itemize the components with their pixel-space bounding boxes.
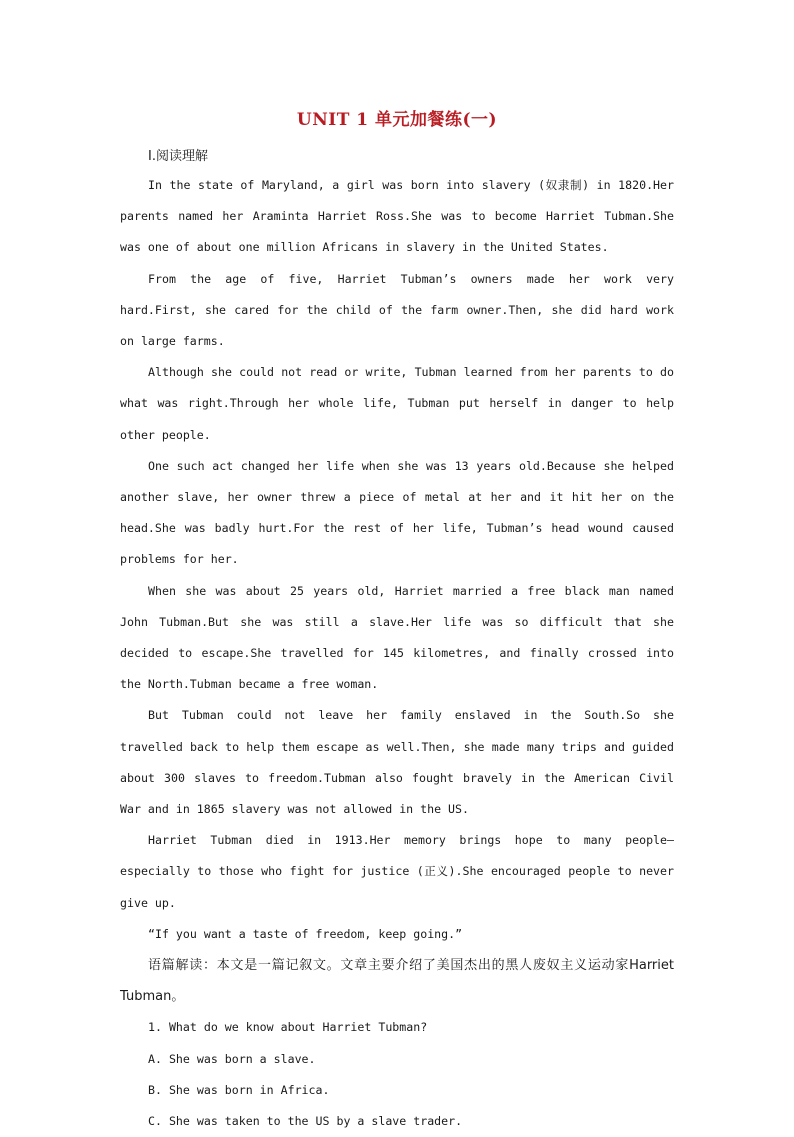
question-option-b: B. She was born in Africa. [148, 1082, 330, 1097]
document-body [120, 170, 674, 1137]
question-option-c: C. She was taken to the US by a slave trader. [148, 1114, 463, 1129]
passage-quote: “If you want a taste of freedom, keep going.” [148, 926, 463, 941]
question-stem: 1. What do we know about Harriet Tubman? [148, 1020, 428, 1035]
document-title: UNIT 1 单元加餐练(一) [296, 110, 498, 130]
passage-analysis: 语篇解读：本文是一篇记叙文。文章主要介绍了美国杰出的黑人废奴主义运动家Harriet Tubman。 [120, 958, 674, 1005]
question-option-a: A. She was born a slave. [148, 1051, 316, 1066]
passage-paragraph-3: Although she could not read or write, Tubman learned from her parents to do what was right.Through her whole life, Tubman put herself in danger to help other people. [120, 365, 674, 442]
passage-paragraph-5: When she was about 25 years old, Harriet married a free black man named John Tubman.But she was still a slave.Her life was so difficult that she decided to escape.She travelled for 145 kilometres, and finally crossed into the North.Tubman became a free woman. [120, 583, 674, 692]
section-heading: Ⅰ.阅读理解 [148, 149, 208, 164]
passage-paragraph-2: From the age of five, Harriet Tubman’s owners made her work very hard.First, she cared for the child of the farm owner.Then, she did hard work on large farms. [120, 271, 674, 349]
passage-paragraph-4: One such act changed her life when she was 13 years old.Because she helped another slave, her owner threw a piece of metal at her and it hit her on the head.She was badly hurt.For the rest of her life, Tubman’s head wound caused problems for her. [120, 458, 674, 567]
passage-paragraph-7: Harriet Tubman died in 1913.Her memory brings hope to many people—especially to those who fight for justice (正义).She encouraged people to never give up. [120, 833, 674, 910]
passage-paragraph-6: But Tubman could not leave her family enslaved in the South.So she travelled back to help them escape as well.Then, she made many trips and guided about 300 slaves to freedom.Tubman also fought bravely in the American Civil War and in 1865 slavery was not allowed in the US. [120, 708, 674, 817]
passage-paragraph-1: In the state of Maryland, a girl was born into slavery (奴隶制) in 1820.Her parents named her Araminta Harriet Ross.She was to become Harriet Tubman.She was one of about one million Africans in slavery in the United States. [120, 178, 674, 255]
